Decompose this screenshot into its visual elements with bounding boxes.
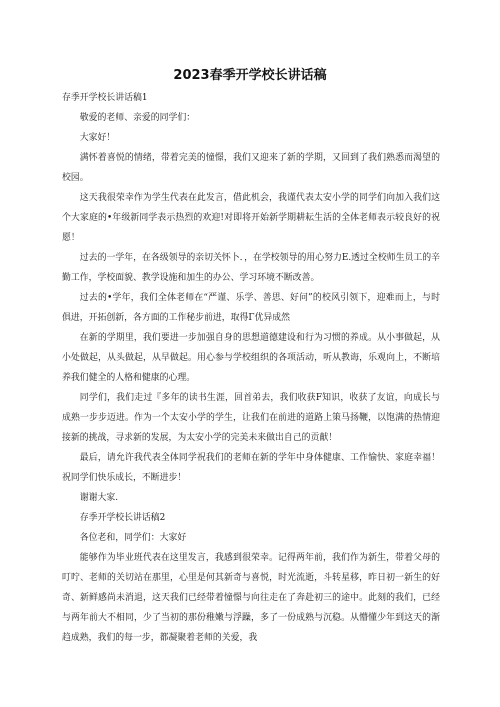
paragraph: 能够作为毕业班代表在这里发言，我感到很荣幸。记得两年前，我们作为新生，带着父母的叮咛、老师的关切站在那里，心里是何其新奇与喜悦，时光流逝，斗转星移，昨日初一新生的好奇、新鲜感尚未消退，这天我们已经带着憧憬与向往走在了奔赴初三的途中。此刻的我们，已经与两年前大不相同，少了当初的那份稚嫩与浮躁，多了一份成熟与沉稳。从懵懂少年到这天的渐趋成熟，我们的每一步，都凝聚着老师的关爱，我 [62, 553, 440, 643]
paragraph: 在新的学期里，我们要进一步加强自身的思想道德建设和行为习惯的养成。从小事做起，从小处做起，从头做起，从早做起。用心参与学校组织的各项活动，听从教诲，乐观向上，不断培养我们健全的人格和健康的心理。 [62, 333, 440, 383]
paragraph: 敬爱的老师、亲爱的同学们： [79, 113, 196, 123]
paragraph: 过去的•学年，我们全体老师在“严谨、乐学、善思、好问”的校风引领下，迎难而上，与时俱进，开拓创新，各方面的工作秘步前进，取得Γ优异成然 [62, 293, 440, 323]
paragraph: 大家好！ [79, 133, 116, 143]
paragraph: 这天我很荣幸作为学生代表在此发言，借此机会，我谨代表太安小学的同学们向加入我们这个大家庭的•年级新同学表示热烈的欢迎!对即将开始新学期耕耘生活的全体老师表示较良好的祝愿！ [62, 193, 440, 243]
page-title: 2023春季开学校长讲话稿 [173, 68, 327, 83]
paragraph: 同学们，我们走过『多年的读书生涯，回首弟去，我们收获F知识，收获了友谊，向成长与成熟一步步迈进。作为一个太安小学的学生，让我们在前进的道路上策马扬鞭，以饱满的热情迎接新的挑战，寻求新的发展，为太安小学的完美未来做出自己的贡献！ [62, 393, 440, 443]
paragraph: 存季开学校长讲话稿1 [62, 93, 148, 103]
paragraph: 谢谢大家. [79, 493, 119, 503]
paragraph: 最后，请允许我代表全体同学祝我们的老师在新的学年中身体健康、工作愉快、家庭幸福！祝同学们快乐成长，不断进步！ [62, 453, 440, 483]
paragraph: 各位老和，同学们：大家好 [79, 533, 187, 543]
paragraph: 满怀着喜悦的情绪，带着完美的憧憬，我们又迎来了新的学期，又回到了我们熟悉而渴望的校园。 [62, 153, 440, 183]
paragraph: 过去的一学年，在各级领导的亲切关怀卜．，在学校领导的用心努力E.透过全校师生员工的辛勤工作，学校面貌、教学设施和加生的办公、学习环境不断改善。 [62, 253, 440, 283]
paragraph: 存季开学校长讲话稿2 [79, 513, 166, 523]
document-body [62, 88, 440, 648]
